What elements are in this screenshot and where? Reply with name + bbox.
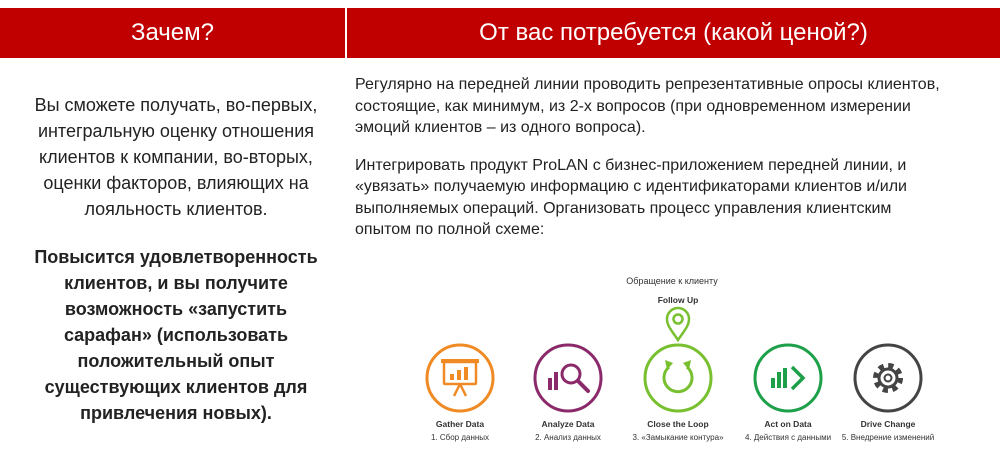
highlight-line: возможность «запустить — [64, 299, 288, 319]
step-drive-change — [842, 345, 934, 442]
requirements-header: От вас потребуется (какой ценой?) — [347, 8, 1000, 58]
step-gather-data — [427, 345, 493, 442]
process-svg — [410, 270, 970, 450]
step-close-the-loop — [632, 345, 724, 442]
step-title: Gather Data — [435, 419, 485, 429]
requirements-text — [355, 74, 995, 241]
step-circle — [755, 345, 821, 411]
step-title: Analyze Data — [541, 419, 595, 429]
location-pin-icon — [667, 308, 689, 340]
step-subtitle: 4. Действия с данными — [744, 433, 832, 442]
benefit-line: клиентов к компании, во-вторых, — [39, 147, 313, 167]
step-subtitle: 3. «Замыкание контура» — [632, 433, 724, 442]
step-subtitle: 2. Анализ данных — [535, 433, 601, 442]
requirements-paragraph-2 — [355, 155, 995, 241]
benefits-text — [8, 92, 344, 426]
benefit-line: оценки факторов, влияющих на — [43, 173, 309, 193]
why-header: Зачем? — [0, 8, 347, 58]
step-circle — [855, 345, 921, 411]
step-subtitle: 5. Внедрение изменений — [841, 433, 935, 442]
req-line: «увязать» получаемую информацию с идентификаторами клиентов и/или — [355, 178, 907, 195]
table-header — [0, 8, 1000, 58]
req-line: Регулярно на передней линии проводить репрезентативные опросы клиентов, — [355, 76, 940, 93]
benefit-line: интегральную оценку отношения — [37, 121, 315, 141]
requirements-paragraph-1 — [355, 74, 995, 139]
req-line: эмоций клиентов – из одного вопроса). — [355, 119, 646, 136]
step-title: Act on Data — [764, 419, 812, 429]
req-line: Интегрировать продукт ProLAN с бизнес-приложением передней линии, и — [355, 156, 907, 174]
step-subtitle: 1. Сбор данных — [430, 433, 490, 442]
step-analyze-data — [535, 345, 601, 442]
req-line: опытом по полной схеме: — [355, 221, 545, 238]
step-title: Drive Change — [860, 419, 916, 429]
highlight-line: положительный опыт — [77, 351, 275, 371]
req-line: выполняемых операций. Организовать процесс управления клиентским — [355, 199, 892, 217]
highlight-line: существующих клиентов для — [44, 377, 308, 397]
step-title: Close the Loop — [647, 419, 709, 429]
follow-up-label: Follow Up — [657, 295, 699, 305]
cx-process-diagram — [410, 270, 970, 450]
highlight-line: клиентов, и вы получите — [64, 273, 288, 293]
step-act-on-data — [745, 345, 831, 442]
highlight-line: Повысится удовлетворенность — [34, 247, 318, 267]
step-circle — [535, 345, 601, 411]
benefit-line: лояльность клиентов. — [84, 199, 268, 219]
highlight-line: привлечения новых). — [80, 403, 272, 423]
benefit-highlight — [8, 244, 344, 426]
highlight-line: сарафан» (использовать — [63, 325, 289, 345]
diagram-top-label: Обращение к клиенту — [626, 276, 718, 286]
step-circle — [645, 345, 711, 411]
req-line: состоящие, как минимум, из 2-х вопросов (при одновременном измерении — [355, 97, 911, 115]
benefit-line: Вы сможете получать, во-первых, — [34, 95, 318, 115]
